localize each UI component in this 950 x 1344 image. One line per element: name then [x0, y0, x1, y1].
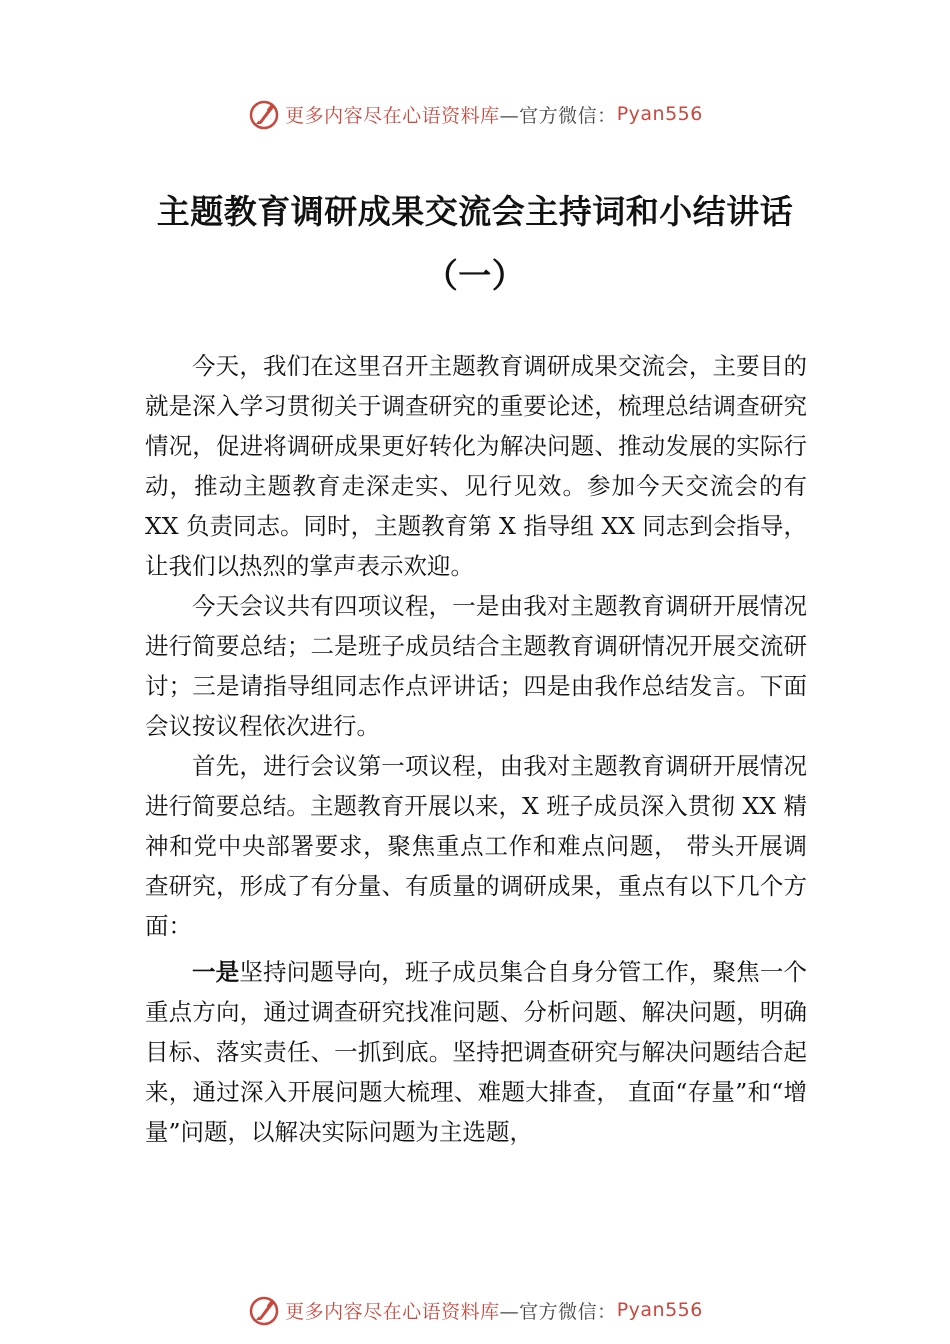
banner-wechat-id: Pyan556 — [616, 1299, 703, 1321]
banner-wechat-id: Pyan556 — [616, 103, 703, 125]
paragraph-4 — [145, 952, 807, 1152]
paragraph-3: 首先，进行会议第一项议程，由我对主题教育调研开展情况进行简要总结。主题教育开展以来，X 班子成员深入贯彻 XX 精神和党中央部署要求，聚焦重点工作和难点问题， 带头开展调查研究，形成了有分量、有质量的调研成果，重点有以下几个方面： — [145, 752, 807, 940]
paragraph-1: 今天，我们在这里召开主题教育调研成果交流会，主要目的就是深入学习贯彻关于调查研究的重要论述，梳理总结调查研究情况，促进将调研成果更好转化为解决问题、推动发展的实际行动，推动主题教育走深走实、见行见效。参加今天交流会的有 XX 负责同志。同时，主题教育第 X 指导组 XX 同志到会指导，让我们以热烈的掌声表示欢迎。 — [145, 352, 807, 580]
document-title: 主题教育调研成果交流会主持词和小结讲话（一） — [156, 192, 794, 295]
banner-library-name: 更多内容尽在心语资料库 — [285, 1300, 500, 1323]
banner-library-name: 更多内容尽在心语资料库 — [285, 104, 500, 127]
document-body — [145, 346, 807, 1152]
point-lead: 一是 — [192, 958, 240, 986]
quill-logo-icon — [247, 1293, 281, 1327]
point-text: 坚持问题导向，班子成员集合自身分管工作，聚焦一个重点方向，通过调查研究找准问题、分析问题、解决问题，明确目标、落实责任、一抓到底。坚持把调查研究与解决问题结合起来，通过深入开展问题大梳理、难题大排查， 直面“存量”和“增量”问题，以解决实际问题为主选题， — [145, 958, 808, 1146]
footer-banner — [0, 1290, 950, 1330]
quill-logo-icon — [247, 97, 281, 131]
banner-wechat-label: —官方微信： — [499, 104, 617, 127]
paragraph-2: 今天会议共有四项议程，一是由我对主题教育调研开展情况进行简要总结；二是班子成员结合主题教育调研情况开展交流研讨；三是请指导组同志作点评讲话；四是由我作总结发言。下面会议按议程依次进行。 — [145, 592, 807, 740]
header-banner — [0, 94, 950, 134]
banner-wechat-label: —官方微信： — [499, 1300, 617, 1323]
